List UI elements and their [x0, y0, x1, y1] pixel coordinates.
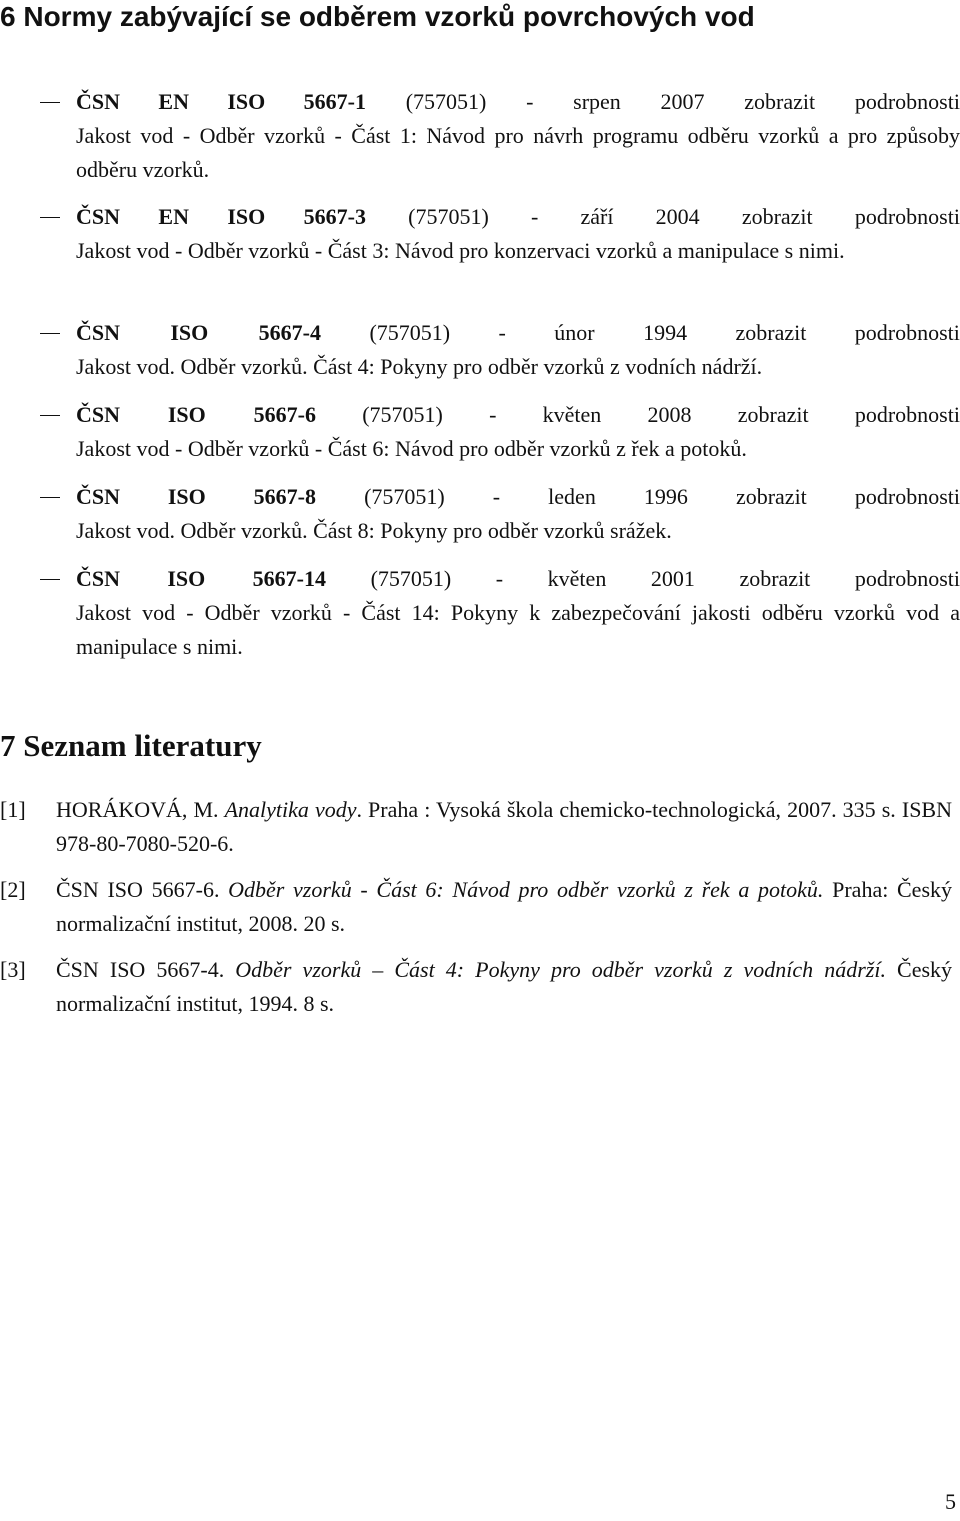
list-dash: [40, 497, 60, 498]
standard-number: (757051): [370, 566, 452, 591]
standard-header-line: [76, 200, 960, 234]
standard-description: Jakost vod. Odběr vzorků. Část 8: Pokyny pro odběr vzorků srážek.: [76, 518, 672, 543]
standard-month: květen: [547, 566, 607, 591]
reference-author: ČSN ISO 5667-4.: [56, 957, 236, 982]
reference-title: Analytika vody: [224, 797, 357, 822]
standard-description: Jakost vod - Odběr vzorků - Část 6: Návod pro odběr vzorků z řek a potoků.: [76, 436, 747, 461]
reference-author: HORÁKOVÁ, M.: [56, 797, 225, 822]
standard-description: Jakost vod - Odběr vzorků - Část 3: Návod pro konzervaci vzorků a manipulace s nimi.: [76, 238, 845, 263]
details-link[interactable]: podrobnosti: [854, 566, 960, 591]
list-dash: [40, 217, 60, 218]
list-dash: [40, 579, 60, 580]
standard-description: Jakost vod - Odběr vzorků - Část 1: Návod pro návrh programu odběru vzorků a pro způsoby odběru vzorků.: [76, 123, 960, 182]
show-link[interactable]: zobrazit: [735, 320, 807, 345]
standard-number: (757051): [405, 89, 487, 114]
standard-separator: -: [495, 566, 504, 591]
standard-header-line: [76, 316, 960, 350]
show-link[interactable]: zobrazit: [737, 402, 809, 427]
reference-text: [56, 793, 952, 861]
standard-number: (757051): [362, 402, 443, 427]
show-link[interactable]: zobrazit: [741, 204, 813, 229]
show-link[interactable]: zobrazit: [739, 566, 811, 591]
standard-year: 2008: [647, 402, 692, 427]
reference-number: [1]: [0, 797, 26, 822]
standard-number: (757051): [369, 320, 451, 345]
standard-month: září: [580, 204, 614, 229]
show-link[interactable]: zobrazit: [735, 484, 807, 509]
standard-year: 2007: [660, 89, 705, 114]
reference-text: [56, 953, 952, 1021]
standard-header-line: [76, 85, 960, 119]
standard-month: srpen: [573, 89, 621, 114]
standard-header-line: [76, 398, 960, 432]
section-7-heading: 7 Seznam literatury: [0, 728, 262, 763]
section-6-heading: 6 Normy zabývající se odběrem vzorků povrchových vod: [0, 1, 755, 32]
reference-publication: Český normalizační institut, 1994. 8 s.: [56, 957, 953, 1016]
details-link[interactable]: podrobnosti: [854, 484, 960, 509]
standard-separator: -: [526, 89, 534, 114]
standard-number: (757051): [408, 204, 489, 229]
standard-header-line: [76, 562, 960, 596]
standard-code: ČSN EN ISO 5667-1: [76, 89, 366, 114]
standard-month: květen: [542, 402, 602, 427]
standard-month: leden: [548, 484, 596, 509]
standard-year: 1996: [643, 484, 688, 509]
reference-author: ČSN ISO 5667-6.: [56, 877, 229, 902]
standard-number: (757051): [364, 484, 445, 509]
standard-code: ČSN ISO 5667-8: [76, 484, 316, 509]
details-link[interactable]: podrobnosti: [854, 320, 960, 345]
standard-year: 1994: [643, 320, 688, 345]
reference-publication: Praha: Český normalizační institut, 2008. 20 s.: [56, 877, 953, 936]
standard-header-line: [76, 480, 960, 514]
reference-publication: . Praha : Vysoká škola chemicko-technologická, 2007. 335 s. ISBN 978-80-7080-520-6.: [56, 797, 952, 856]
standard-separator: -: [489, 402, 497, 427]
details-link[interactable]: podrobnosti: [854, 89, 960, 114]
standard-description: Jakost vod. Odběr vzorků. Část 4: Pokyny pro odběr vzorků z vodních nádrží.: [76, 354, 763, 379]
page-number: 5: [945, 1489, 956, 1514]
show-link[interactable]: zobrazit: [744, 89, 816, 114]
standard-year: 2004: [655, 204, 700, 229]
list-dash: [40, 415, 60, 416]
standard-separator: -: [531, 204, 539, 229]
standard-code: ČSN EN ISO 5667-3: [76, 204, 366, 229]
reference-text: [56, 873, 952, 941]
standard-month: únor: [554, 320, 595, 345]
standard-code: ČSN ISO 5667-14: [76, 566, 326, 591]
reference-title: Odběr vzorků - Část 6: Návod pro odběr vzorků z řek a potoků.: [228, 877, 824, 902]
standard-separator: -: [492, 484, 501, 509]
list-dash: [40, 333, 60, 334]
list-dash: [40, 102, 60, 103]
reference-title: Odběr vzorků – Část 4: Pokyny pro odběr vzorků z vodních nádrží.: [235, 957, 886, 982]
standard-code: ČSN ISO 5667-4: [76, 320, 321, 345]
standard-code: ČSN ISO 5667-6: [76, 402, 316, 427]
standard-year: 2001: [650, 566, 695, 591]
reference-number: [3]: [0, 957, 26, 982]
reference-number: [2]: [0, 877, 26, 902]
details-link[interactable]: podrobnosti: [854, 402, 960, 427]
details-link[interactable]: podrobnosti: [854, 204, 960, 229]
standard-description: Jakost vod - Odběr vzorků - Část 14: Pokyny k zabezpečování jakosti odběru vzorků vod a manipulace s nimi.: [76, 600, 960, 659]
standard-separator: -: [498, 320, 506, 345]
